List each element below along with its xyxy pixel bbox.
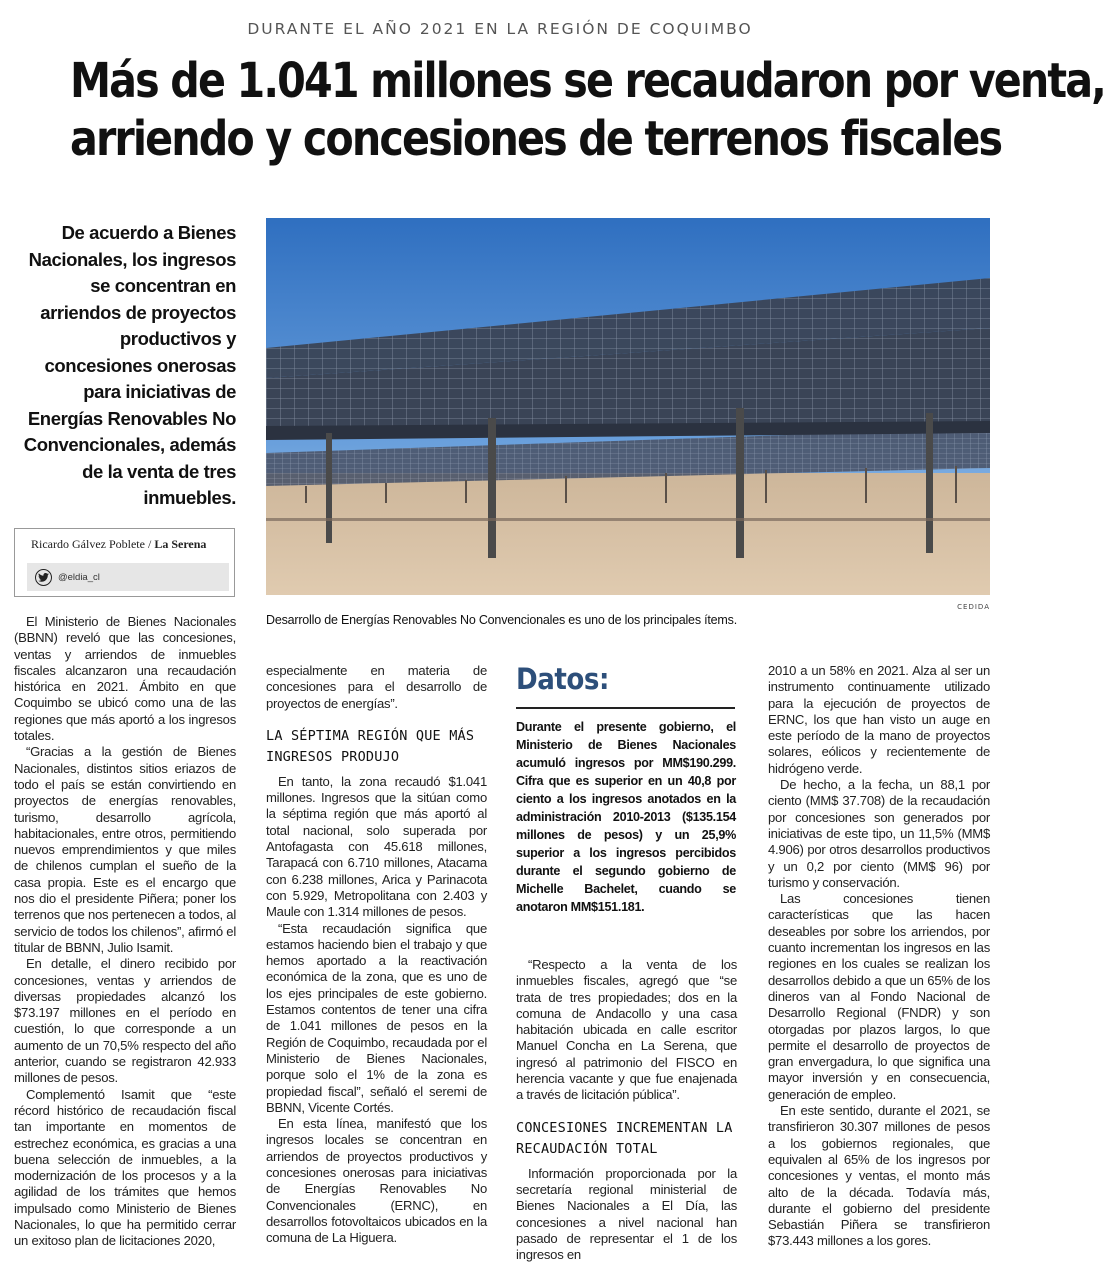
paragraph: De hecho, a la fecha, un 88,1 por ciento (MM$ 37.708) de la recaudación por concesiones son generados por iniciativas de este tipo, un 11,5% (MM$ 4.906) por otros desarrollos productivos y un 0,2 por ciento (MM$ 96) por turismo y conservación.: [768, 777, 990, 890]
paragraph: “Respecto a la venta de los inmuebles fiscales, agregó que “se trata de tres propiedades; dos en la comuna de Andacollo y una casa habitación ubicada en calle escritor Manuel Concha en La Serena, que ingresó al patrimonio del FISCO en herencia vacante y que fue enajenada a través de licitación pública”.: [516, 957, 737, 1103]
headline-line-1: Más de 1.041 millones se recaudaron por venta,: [70, 53, 1105, 109]
byline: [31, 537, 206, 552]
datos-title: Datos:: [516, 662, 609, 696]
byline-box: [14, 528, 235, 597]
solar-panels-photo: [266, 218, 990, 595]
paragraph: El Ministerio de Bienes Nacionales (BBNN) reveló que las concesiones, ventas y arriendos de inmuebles fiscales alcanzaron una recaudación histórica en 2021. Ámbito en que Coquimbo se ubicó como una de las regiones que más aportó a los ingresos totales.: [14, 614, 236, 744]
paragraph: En este sentido, durante el 2021, se transfirieron 30.307 millones de pesos a los gobiernos regionales, que equivalen al 65% de los ingresos por concesiones y ventas, el monto más alto de la década. Todavía más, durante el gobierno del presidente Sebastián Piñera se transfirieron $73.443 millones a los gores.: [768, 1103, 990, 1249]
article-lede: De acuerdo a Bienes Nacionales, los ingresos se concentran en arriendos de proyectos productivos y concesiones onerosas para iniciativas de Energías Renovables No Convencionales, además de la venta de tres inmuebles.: [23, 222, 236, 508]
headline-line-2: arriendo y concesiones de terrenos fiscales: [70, 111, 1002, 167]
datos-body: Durante el presente gobierno, el Ministerio de Bienes Nacionales acumuló ingresos por MM$190.299. Cifra que es superior en un 40,8 por ciento a los ingresos anotados en la administración 2010-2013 ($135.154 millones de pesos) y un 25,9% superior a los ingresos percibidos durante el segundo gobierno de Michelle Bachelet, cuando se anotaron MM$151.181.: [516, 720, 736, 914]
column-2: [266, 663, 487, 1247]
paragraph: “Gracias a la gestión de Bienes Nacionales, distintos sitios eriazos de todo el país se están convirtiendo en proyectos de energías renovables, turismo, desarrollo agrícola, habitacionales, entre otros, permitiendo nuevos emprendimientos y que miles de chilenos cumplan el sueño de la casa propia. Este es el encargo que nos dio el presidente Piñera; poner los terrenos que nos pertenecen a todos, al servicio de todos los chilenos”, afirmó el titular de BBNN, Julio Isamit.: [14, 744, 236, 955]
twitter-handle: @eldia_cl: [58, 571, 100, 583]
paragraph: En detalle, el dinero recibido por concesiones, ventas y arriendos de diversas propiedades alcanzó los $73.197 millones en el período en cuestión, lo que corresponde a un aumento de un 70,5% respecto del año anterior, cuando se registraron 42.933 millones de pesos.: [14, 956, 236, 1086]
column-4: [768, 663, 990, 1250]
article-kicker: DURANTE EL AÑO 2021 EN LA REGIÓN DE COQUIMBO: [247, 20, 753, 38]
subhead-concesiones: CONCESIONES INCREMENTAN LA RECAUDACIÓN TOTAL: [516, 1119, 733, 1157]
paragraph: “Esta recaudación significa que estamos haciendo bien el trabajo y que hemos aportado a la reactivación económica de la zona, que es uno de los ejes principales de este gobierno. Estamos contentos de tener una cifra de 1.041 millones de pesos en la Región de Coquimbo, recaudada por el Ministerio de Bienes Nacionales, porque solo el 1% de la zona es propiedad fiscal”, señaló el seremi de BBNN, Vicente Cortés.: [266, 920, 487, 1115]
column-1: [14, 614, 236, 1250]
paragraph: Complementó Isamit que “este récord histórico de recaudación fiscal tan importante en momentos de estrechez económica, es gracias a una buena selección de inmuebles, a la modernización de los procesos y a la agilidad de los trámites que hemos impulsado como Ministerio de Bienes Nacionales, lo que ha permitido cerrar un exitoso plan de licitaciones 2020,: [14, 1086, 236, 1249]
byline-social: [27, 563, 229, 591]
photo-caption: Desarrollo de Energías Renovables No Convencionales es uno de los principales ítems.: [266, 613, 737, 627]
paragraph: Las concesiones tienen características que las hacen deseables por sobre los arriendos, por cuanto incrementan los ingresos en las regiones en los cuales se realizan los desarrollos debido a que un 65% de los dineros van al Fondo Nacional de Desarrollo Regional (FNDR) y son otorgadas por plazos largos, lo que permite el desarrollo de proyectos de gran envergadura, lo que significa una mayor inversión y en consecuencia, generación de empleo.: [768, 891, 990, 1102]
paragraph: En esta línea, manifestó que los ingresos locales se concentran en arriendos de proyectos productivos y concesiones onerosas para iniciativas de Energías Renovables No Convencionales (ERNC), en desarrollos fotovoltaicos ubicados en la comuna de La Higuera.: [266, 1116, 487, 1246]
paragraph: especialmente en materia de concesiones para el desarrollo de proyectos de energías”.: [266, 663, 487, 711]
datos-rule: [516, 707, 735, 709]
photo-credit: CEDIDA: [957, 603, 990, 611]
paragraph: Información proporcionada por la secretaría regional ministerial de Bienes Nacionales a El Día, las concesiones a nivel nacional han pasado de representar el 1 de los ingresos en: [516, 1165, 737, 1263]
byline-separator: /: [144, 537, 155, 551]
byline-author: Ricardo Gálvez Poblete: [31, 537, 145, 551]
byline-location: La Serena: [154, 537, 207, 551]
subhead-septima-region: LA SÉPTIMA REGIÓN QUE MÁS INGRESOS PRODUJO: [266, 727, 475, 765]
column-3: [516, 957, 737, 1263]
article-headline: [70, 52, 1105, 168]
twitter-icon: [35, 569, 52, 586]
paragraph: 2010 a un 58% en 2021. Alza al ser un instrumento continuamente utilizado para la ejecución de proyectos de ERNC, los que han visto un auge en este período de la mano de proyectos solares, eólicos y recientemente de hidrógeno verde.: [768, 663, 990, 776]
paragraph: En tanto, la zona recaudó $1.041 millones. Ingresos que la sitúan como la séptima región que más aportó al total nacional, solo superada por Antofagasta con 45.618 millones, Tarapacá con 6.710 millones, Atacama con 6.238 millones, Arica y Parinacota con 5.929, Metropolitana con 2.403 y Maule con 1.314 millones de pesos.: [266, 773, 487, 920]
